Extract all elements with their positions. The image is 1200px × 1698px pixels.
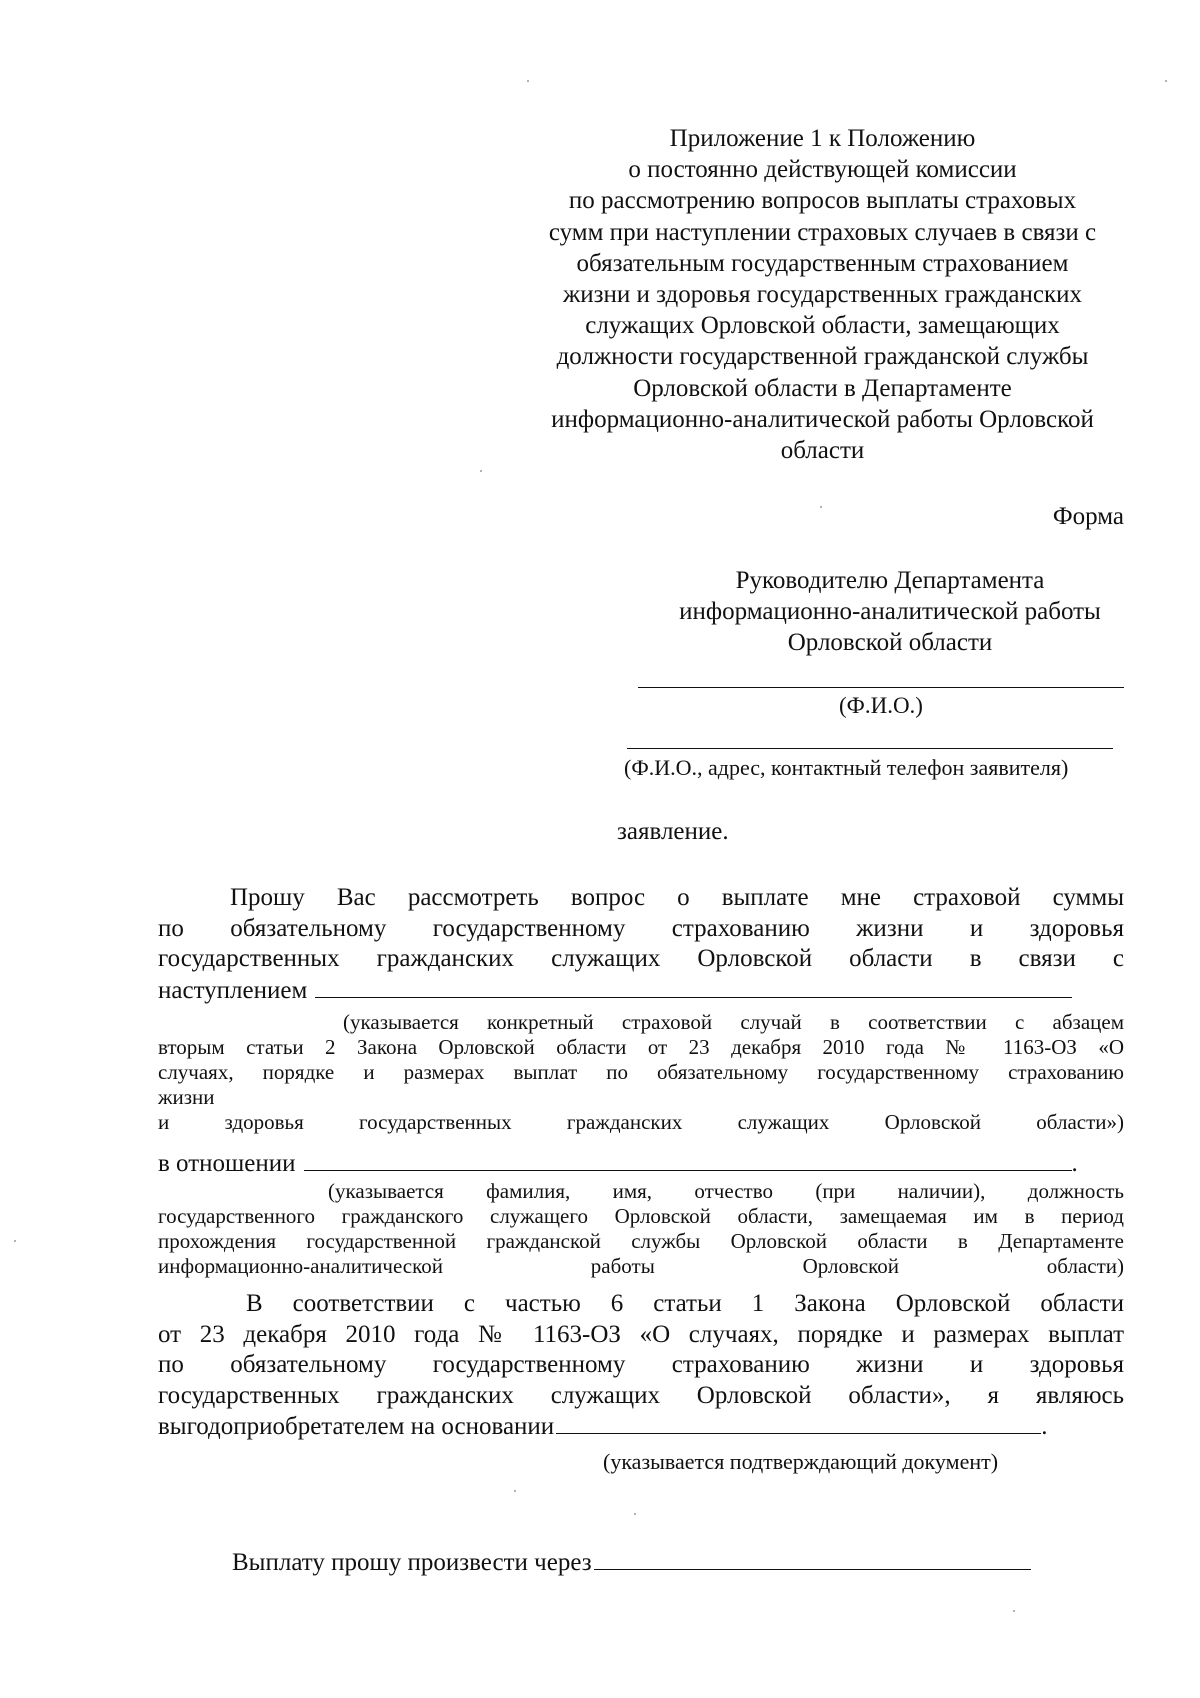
scan-speck [480,470,482,472]
head-fio-field[interactable] [638,687,1124,688]
appendix-line: должности государственной гражданской службы [556,343,1089,371]
paragraph-row [158,1411,1124,1443]
beneficiary-paragraph [158,1289,1124,1443]
relation-row [158,1148,1124,1180]
paragraph-row: государственных гражданских служащих Орловской области в связи с [158,945,1124,972]
head-fio-caption: (Ф.И.О.) [839,693,923,718]
paragraph-row [158,975,1124,1007]
appendix-line: обязательным государственным страхованием [576,249,1069,277]
appendix-line: по рассмотрению вопросов выплаты страховых [568,187,1077,215]
payment-row [232,1547,1112,1579]
employee-field[interactable] [304,1148,1072,1171]
appendix-line: Приложение 1 к Положению [669,125,976,152]
note-row: вторым статьи 2 Закона Орловской области от 23 декабря 2010 года № 1163-ОЗ «О [158,1035,1124,1059]
note-row: (указывается фамилия, имя, отчество (при наличии), должность [328,1179,1124,1203]
relation-label: в отношении [158,1150,296,1177]
note-row: (указывается конкретный страховой случай в соответствии с абзацем [343,1010,1124,1034]
basis-period: . [1041,1413,1048,1440]
scan-speck [14,1240,16,1242]
paragraph-row: Прошу Вас рассмотреть вопрос о выплате мне страховой суммы [230,884,1124,911]
scan-speck [527,80,529,82]
scan-speck [634,1513,636,1515]
addressee-block [660,565,1120,658]
paragraph-row: по обязательному государственному страхованию жизни и здоровья [158,914,1124,942]
scan-speck [820,506,822,508]
insured-event-note [158,1010,1124,1135]
paragraph-row: от 23 декабря 2010 года № 1163-ОЗ «О случаях, порядке и размерах выплат [158,1320,1124,1348]
scan-speck [1013,1610,1015,1612]
appendix-header [505,123,1140,466]
employee-note [158,1179,1124,1279]
appendix-line: Орловской области в Департаменте [633,374,1012,402]
appendix-line: жизни и здоровья государственных гражданских [562,281,1083,309]
applicant-field[interactable] [627,748,1113,749]
addressee-line: информационно-аналитической работы [679,598,1101,625]
appendix-line: служащих Орловской области, замещающих [585,312,1060,340]
paragraph-row: В соответствии с частью 6 статьи 1 Закона Орловской области [246,1290,1124,1317]
occurrence-label: наступлением [158,976,308,1004]
paragraph-row: государственных гражданских служащих Орловской области», я являюсь [158,1381,1124,1409]
payment-label: Выплату прошу произвести через [232,1549,592,1576]
relation-period: . [1071,1150,1078,1177]
note-row: прохождения государственной гражданской службы Орловской области в Департаменте [158,1229,1124,1253]
insured-event-field[interactable] [315,975,1072,998]
appendix-line: области [780,437,865,465]
appendix-line: о постоянно действующей комиссии [628,156,1017,184]
addressee-line: Орловской области [787,629,993,656]
note-row: государственного гражданского служащего Орловской области, замещаемая им в период [158,1204,1124,1228]
appendix-line: информационно-аналитической работы Орловской [551,405,1094,433]
appendix-line: сумм при наступлении страховых случаев в связи с [548,218,1097,246]
paragraph-row: по обязательному государственному страхованию жизни и здоровья [158,1351,1124,1378]
form-label: Форма [1052,503,1124,530]
basis-label: выгодоприобретателем на основании [158,1413,555,1440]
statement-title: заявление. [617,818,729,845]
note-row: и здоровья государственных гражданских служащих Орловской области») [158,1110,1124,1134]
request-paragraph [158,883,1124,1006]
basis-document-field[interactable] [556,1411,1041,1434]
basis-document-caption: (указывается подтверждающий документ) [603,1449,999,1474]
applicant-caption: (Ф.И.О., адрес, контактный телефон заявителя) [624,755,1069,780]
note-row: случаях, порядке и размерах выплат по обязательному государственному страхованию [158,1060,1124,1084]
note-row: информационно-аналитической работы Орловской области) [158,1254,1124,1278]
addressee-line: Руководителю Департамента [735,567,1045,594]
scan-speck [1165,80,1167,82]
note-row: жизни [158,1085,215,1109]
scan-speck [514,1490,516,1492]
payment-method-field[interactable] [594,1547,1031,1570]
